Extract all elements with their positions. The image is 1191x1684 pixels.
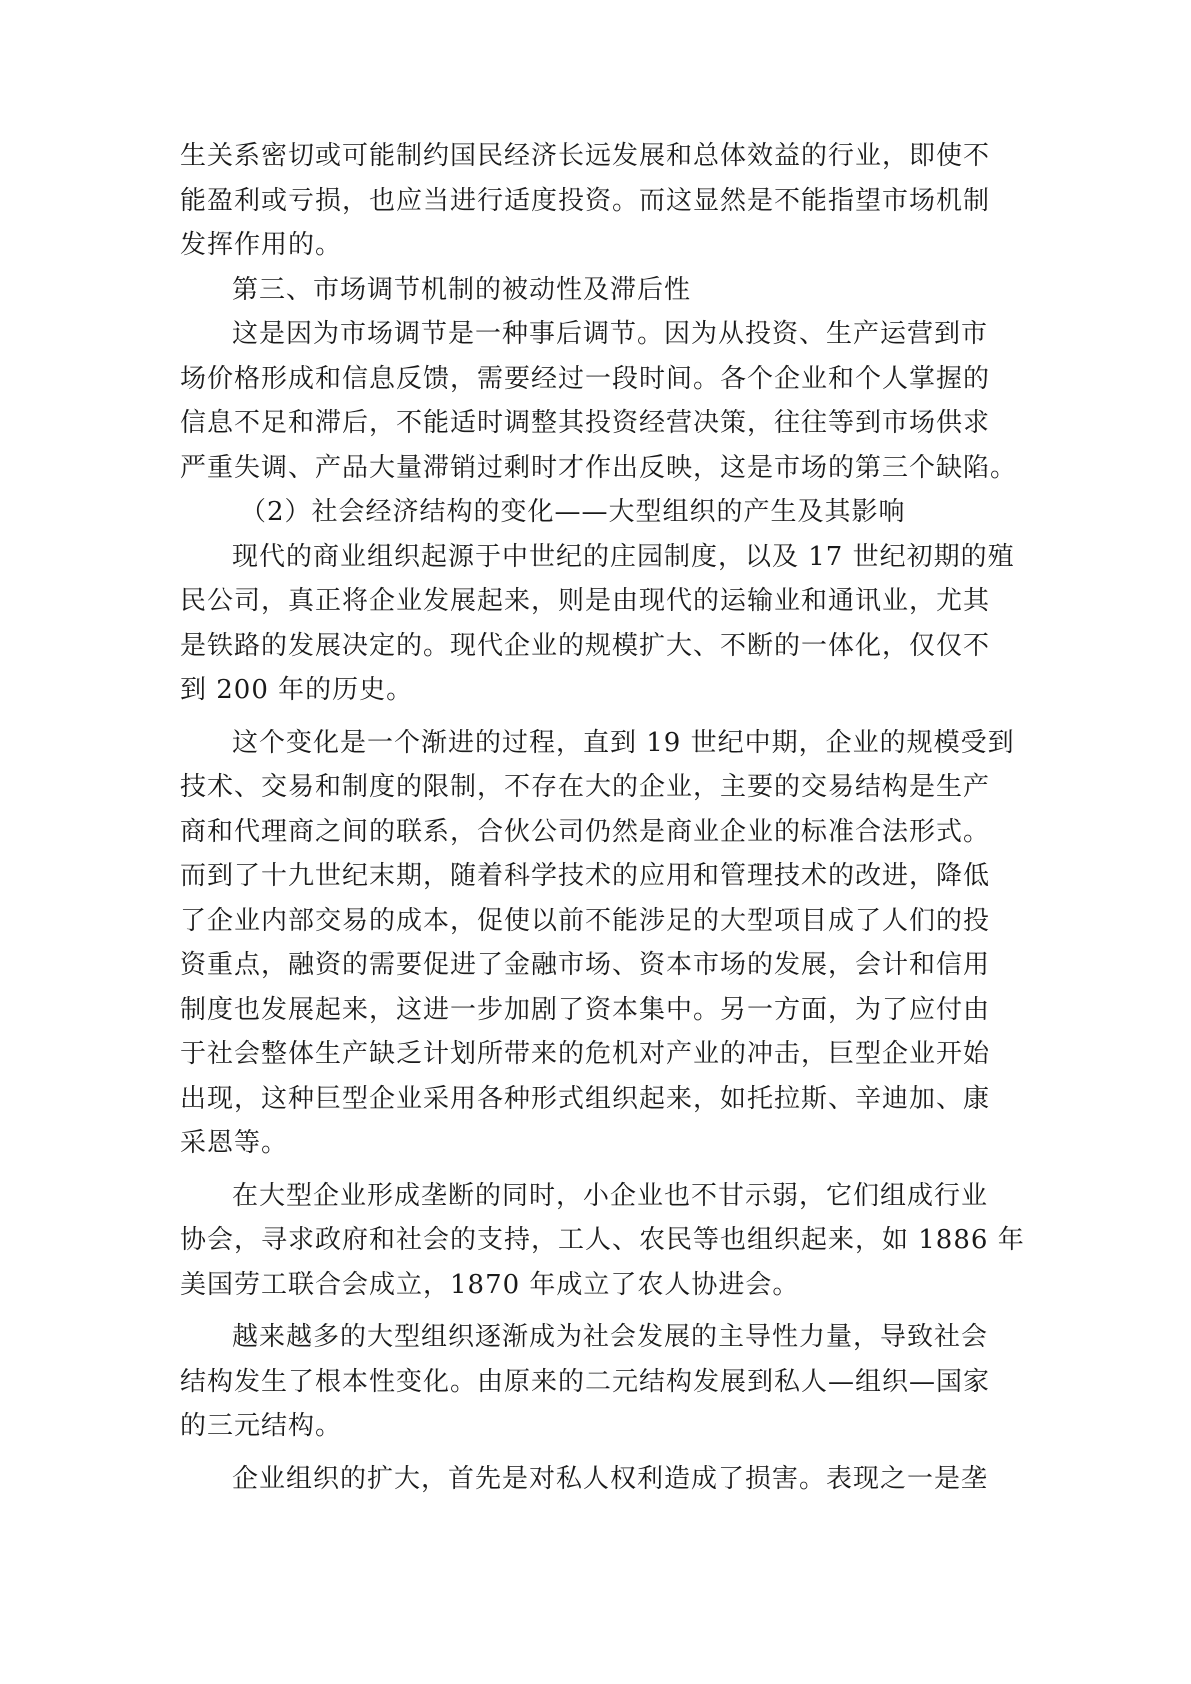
section-heading: （2）社会经济结构的变化——大型组织的产生及其影响 — [240, 497, 906, 527]
paragraph-gap — [180, 1307, 1012, 1315]
text-line: 信息不足和滞后，不能适时调整其投资经营决策，往往等到市场供求 — [180, 408, 991, 438]
text-line: 采恩等。 — [180, 1128, 289, 1158]
text-line: 到 200 年的历史。 — [180, 675, 414, 705]
text-line: 生关系密切或可能制约国民经济长远发展和总体效益的行业，即使不 — [180, 141, 991, 171]
text-line: 商和代理商之间的联系，合伙公司仍然是商业企业的标准合法形式。 — [180, 816, 991, 847]
text-line: 出现，这种巨型企业采用各种形式组织起来，如托拉斯、辛迪加、康 — [180, 1083, 991, 1114]
body-text — [180, 134, 1025, 1501]
text-line: 这个变化是一个渐进的过程，直到 19 世纪中期，企业的规模受到 — [232, 727, 1015, 758]
text-line: 于社会整体生产缺乏计划所带来的危机对产业的冲击，巨型企业开始 — [180, 1039, 991, 1069]
paragraph-gap — [180, 713, 1012, 721]
paragraph-gap — [180, 1449, 1012, 1457]
text-line: 这是因为市场调节是一种事后调节。因为从投资、生产运营到市 — [232, 319, 989, 349]
paragraph-gap — [180, 1166, 1012, 1174]
text-line: 协会，寻求政府和社会的支持，工人、农民等也组织起来，如 1886 年 — [180, 1225, 1025, 1255]
text-line: 现代的商业组织起源于中世纪的庄园制度，以及 17 世纪初期的殖 — [232, 541, 1015, 572]
section-heading: 第三、市场调节机制的被动性及滞后性 — [232, 274, 692, 305]
text-line: 发挥作用的。 — [180, 230, 343, 260]
text-line: 结构发生了根本性变化。由原来的二元结构发展到私人—组织—国家 — [180, 1366, 991, 1397]
text-line: 美国劳工联合会成立，1870 年成立了农人协进会。 — [180, 1269, 800, 1300]
text-line: 技术、交易和制度的限制，不存在大的企业，主要的交易结构是生产 — [180, 772, 991, 802]
text-line: 在大型企业形成垄断的同时，小企业也不甘示弱，它们组成行业 — [232, 1180, 989, 1211]
text-line: 严重失调、产品大量滞销过剩时才作出反映，这是市场的第三个缺陷。 — [180, 452, 1018, 483]
text-line: 而到了十九世纪末期，随着科学技术的应用和管理技术的改进，降低 — [180, 861, 991, 891]
text-line: 制度也发展起来，这进一步加剧了资本集中。另一方面，为了应付由 — [180, 994, 991, 1025]
text-line: 是铁路的发展决定的。现代企业的规模扩大、不断的一体化，仅仅不 — [180, 630, 991, 661]
text-line: 企业组织的扩大，首先是对私人权利造成了损害。表现之一是垄 — [232, 1463, 989, 1494]
text-line: 的三元结构。 — [180, 1411, 343, 1441]
text-line: 场价格形成和信息反馈，需要经过一段时间。各个企业和个人掌握的 — [180, 363, 991, 394]
text-line: 民公司，真正将企业发展起来，则是由现代的运输业和通讯业，尤其 — [180, 586, 991, 616]
text-line: 资重点，融资的需要促进了金融市场、资本市场的发展，会计和信用 — [180, 950, 991, 980]
text-line: 越来越多的大型组织逐渐成为社会发展的主导性力量，导致社会 — [232, 1322, 989, 1352]
text-line: 能盈利或亏损，也应当进行适度投资。而这显然是不能指望市场机制 — [180, 185, 991, 216]
text-line: 了企业内部交易的成本，促使以前不能涉足的大型项目成了人们的投 — [180, 905, 991, 936]
